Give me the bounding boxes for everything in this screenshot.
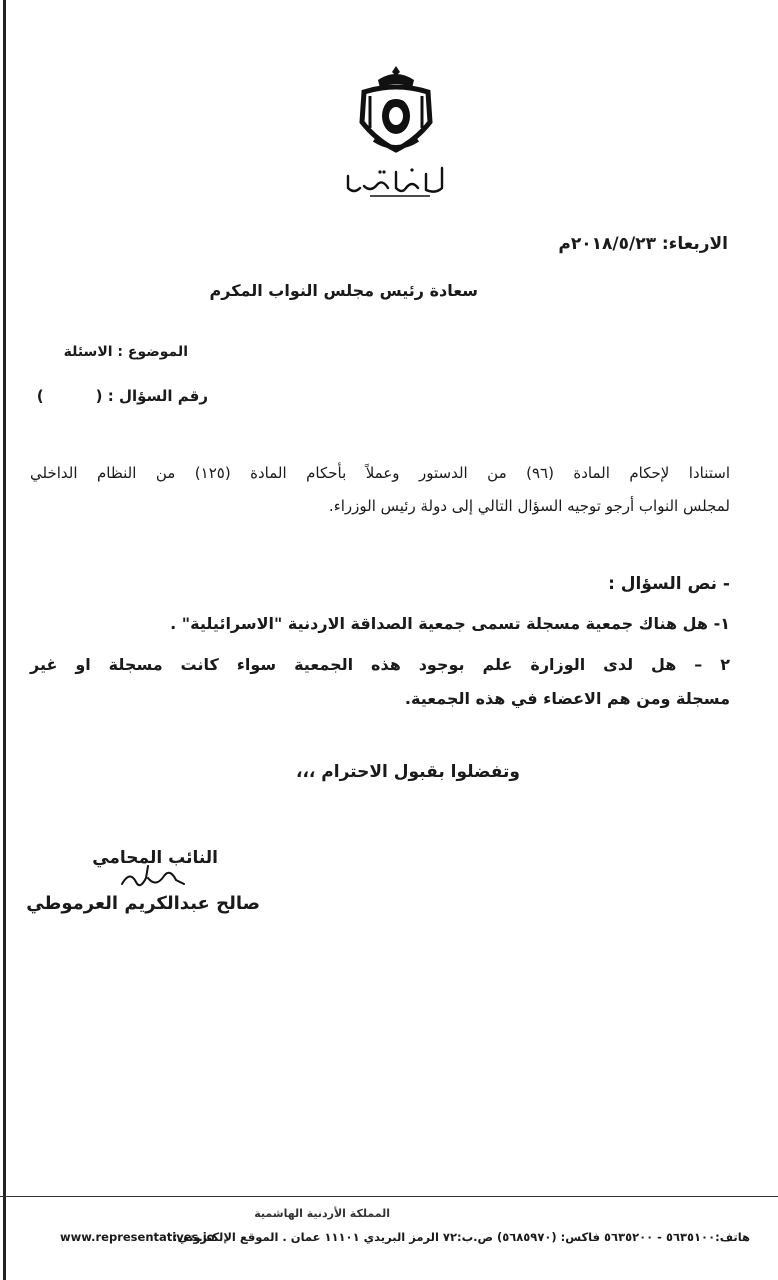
royal-coat-of-arms-icon (356, 62, 436, 154)
footer-divider (0, 1196, 778, 1197)
question-number-label: رقم السؤال : (107, 387, 208, 405)
body-paragraph-line-2: لمجلس النواب أرجو توجيه السؤال التالي إلى دولة رئيس الوزراء. (328, 497, 730, 515)
footer-address: هاتف:٥٦٣٥١٠٠ - ٥٦٣٥٢٠٠ فاكس: (٥٦٨٥٩٧٠) ص.ب:٧٢ الرمز البريدي ١١١٠١ عمان . الموقع الإلكتروني: (172, 1230, 750, 1244)
footer-contact-line (60, 1230, 750, 1250)
subject-line: الموضوع : الاسئلة (63, 344, 188, 360)
signer-title: النائب المحامي (92, 848, 218, 868)
closing-line: وتفضلوا بقبول الاحترام ،،، (296, 762, 520, 782)
question-item-2-line-1: ٢ – هل لدى الوزارة علم بوجود هذه الجمعية سواء كانت مسجلة او غير (30, 655, 730, 674)
question-number-open: ( (95, 387, 103, 405)
footer-title: المملكة الأردنية الهاشمية (254, 1207, 390, 1220)
signer-name: صالح عبدالكريم العرموطي (26, 893, 260, 914)
question-item-2-line-2: مسجلة ومن هم الاعضاء في هذه الجمعية. (404, 689, 730, 708)
question-number-line (37, 387, 208, 405)
addressee-line: سعادة رئيس مجلس النواب المكرم (209, 281, 478, 300)
question-number-close: ) (36, 387, 44, 405)
question-heading: - نص السؤال : (608, 574, 730, 594)
website-link[interactable]: www.representatives.jo (60, 1230, 215, 1244)
body-paragraph-line-1: استنادا لإحكام المادة (٩٦) من الدستور وعملاً بأحكام المادة (١٢٥) من النظام الداخلي (30, 464, 730, 482)
letter-date: الاربعاء: ٢٠١٨/٥/٢٣م (558, 234, 728, 254)
question-item-1: ١- هل هناك جمعية مسجلة تسمى جمعية الصداقة الاردنية "الاسرائيلية" . (170, 614, 730, 633)
parliament-logo-text (340, 160, 450, 200)
page-edge-line (3, 0, 6, 1280)
handwritten-signature (118, 862, 188, 892)
